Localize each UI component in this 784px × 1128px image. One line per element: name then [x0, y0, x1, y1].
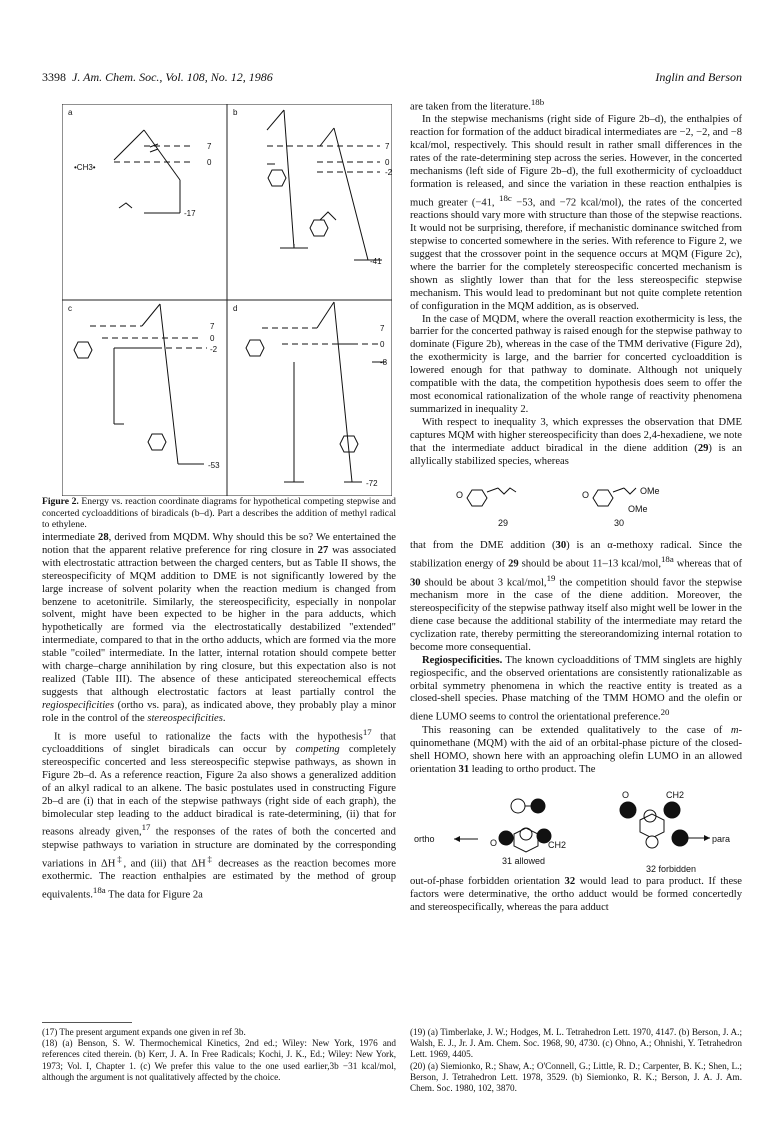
footnote-17: (17) The present argument expands one given in ref 3b.	[42, 1027, 246, 1037]
panel-d-diagram	[246, 302, 386, 482]
struct-30-ome-2: OMe	[628, 504, 648, 515]
running-authors: Inglin and Berson	[655, 70, 742, 84]
panel-d-label: d	[233, 304, 238, 313]
panel-b-level-m41: -41	[370, 257, 382, 266]
panel-b-label: b	[233, 108, 238, 117]
struct-29-ring	[467, 488, 516, 506]
orbital-31	[499, 799, 551, 852]
panel-a-level-7: 7	[207, 142, 212, 151]
orbital-32-ch2: CH2	[666, 790, 685, 801]
footnote-19: (19) (a) Timberlake, J. W.; Hodges, M. L. Tetrahedron Lett. 1970, 4147. (b) Berson, J. A.; Walsh, E. J., Jr. J. Am. Chem. Soc. 1968, 90, 4730. (c) Ohno, A.; Ohnishi, Y. Tetrahedron Lett. 1969, 4405.	[410, 1027, 742, 1060]
struct-30-ome-1: OMe	[640, 486, 660, 497]
footnote-18: (18) (a) Benson, S. W. Thermochemical Kinetics, 2nd ed.; Wiley: New York, 1976 and references cited therein. (b) Kerr, J. A. In Free Radicals; Kochi, J. K., Ed.; Wiley: New York, 1973; Vol. I, Chapter 1. (c) We prefer this value to the one used earlier,3b −31 kcal/mol, although the argument is not qualitatively affected by the choice.	[42, 1038, 396, 1082]
panel-a-label: a	[68, 108, 73, 117]
footnotes-right	[410, 1027, 742, 1094]
right-column-text: are taken from the literature.$^{18b}$ In the stepwise mechanisms (right side of Figure 2b–d), the enthalpies of reaction for formation of the adduct biradical intermediates are −2, −2, and −8 kcal/mol, respectively. This should result in rather small differences in the rates of the rate-determining step across the series. However, in the concerted mechanisms (left side of Figure 2b–d), the full exothermicity of cycloadduct formation is released, and since the variation in these reaction enthalpies is much greater (−41, $^{18c}$ −53, and −72 kcal/mol), the rates of the concerted reactions should vary more with structure than those of the stepwise reactions. It would not be surprising, therefore, if mechanistic dominance switched from stepwise to concerted somewhere in the series. With reference to Figure 2, we suggest that the crossover point in the sequence occurs at MQM (Figure 2c), where the barrier for the completely stereospecific concerted mechanism is shown as slightly lower than that for the less stereospecific stepwise mechanism. This would lead to predominant but not quite complete retention of configuration in the MQM addition, as is observed. In the case of MQDM, where the overall reaction exothermicity is less, the barrier for the concerted pathway is raised enough for the stepwise pathway to dominate (Figure 2b), whereas in the case of the TMM derivative (Figure 2d), the exothermicity is large, and the barrier for concerted cycloaddition is lowered enough for that pathway to dominate. Although not uniquely compatible with the data, the competition hypothesis does seem to offer the most economical rationalization of the whole range of reactivity phenomena summarized in inequality 2. With respect to inequality 3, which expresses the observation that DME captures MQM with higher stereospecificity than does 2,4-hexadiene, we note that the intermediate adduct biradical in the diene addition (29) is an allylically stabilized species, whereas O 29 O OMe OMe 30 that from the DME addition (30) is an α-methoxy radical. Since the stabilization energy of 29 should be about 11–13 kcal/mol,$^{18a}$ whereas that of 30 should be about 3 kcal/mol,$^{19}$ the competition should favor the stepwise mechanism more in the case of the diene addition. Moreover, the stereospecificity of the stepwise pathway itself also might well be lower in the diene case because the additional stability of the intermediate may retard the cyclization rate, thereby permitting the stereorandomizing internal rotation to become more consequential. Regiospecificities. The known cycloadditions of TMM singlets are highly regiospecific, and the observed orientations are consistently rationalizable as orbital symmetry phenomena in which the reactive entity is treated as a closed-shell species. Phase matching of the TMM HOMO and the olefin or diene LUMO seems to control the orientational preference.$^{20}$ This reasoning can be extended qualitatively to the case of m-quinomethane (MQM) with the aid of an orbital-phase picture of the closed-shell HOMO, shown here with an approaching olefin LUMO in an allowed orientation 31 leading to ortho product. The ortho O CH2 31 allowed O CH2 para 32 forbidden out-of-phase forbidden orientation 32 would lead to para product. If these factors were determinative, the ortho adduct would be formed concertedly and stereospecifically, whereas the para adduct	[410, 97, 743, 914]
struct-29-label: 29	[498, 518, 509, 529]
panel-d-level-0: 0	[380, 340, 385, 349]
panel-c-level-m2: -2	[210, 345, 218, 354]
panel-c-level-7: 7	[210, 322, 215, 331]
ortho-label: ortho	[414, 834, 435, 845]
panel-b-level-0: 0	[385, 158, 390, 167]
panel-a-diagram	[114, 130, 194, 213]
panel-a-level-m17: -17	[184, 209, 196, 218]
panel-c-label: c	[68, 304, 72, 313]
panel-b-level-7: 7	[385, 142, 390, 151]
panel-c-level-m53: -53	[208, 461, 220, 470]
panel-d-level-7: 7	[380, 324, 385, 333]
panel-d-level-m72: -72	[366, 479, 378, 488]
struct-29-oxygen: O	[456, 490, 464, 501]
page-journal-line	[42, 70, 273, 85]
panel-b-level-m2: -2	[385, 168, 392, 177]
structures-31-32-drawing	[410, 776, 742, 876]
orbital-31-oxygen: O	[490, 838, 498, 849]
structures-29-30	[410, 468, 742, 540]
figure-2	[62, 104, 392, 496]
footnote-rule-left	[42, 1022, 132, 1023]
orbital-32-oxygen: O	[622, 790, 630, 801]
panel-b-diagram	[267, 110, 382, 260]
panel-c-level-0: 0	[210, 334, 215, 343]
orbital-32	[620, 802, 688, 848]
figure-caption	[42, 496, 396, 531]
struct-32-label: 32 forbidden	[646, 864, 697, 875]
page-number: 3398	[42, 70, 66, 84]
para-label: para	[712, 834, 731, 845]
panel-d-level-m8: -8	[380, 358, 388, 367]
panel-a-level-0: 0	[207, 158, 212, 167]
energy-diagrams	[62, 104, 392, 496]
footnote-20: (20) (a) Siemionko, R.; Shaw, A.; O'Connell, G.; Little, R. D.; Carpenter, B. K.; Shen, L.; Berson, J. Tetrahedron Lett. 1978, 3529. (b) Siemionko, R. K.; Berson, J. A. J. Am. Chem. Soc. 1980, 102, 3870.	[410, 1060, 742, 1094]
struct-30-label: 30	[614, 518, 625, 529]
structures-29-30-drawing	[410, 468, 742, 540]
panel-a-methyl: •CH3•	[74, 163, 96, 172]
struct-30-oxygen: O	[582, 490, 590, 501]
panel-c-diagram	[74, 304, 207, 464]
page-header	[42, 70, 742, 90]
structures-31-32	[410, 776, 742, 876]
journal-citation: J. Am. Chem. Soc., Vol. 108, No. 12, 1986	[72, 70, 273, 84]
footnotes-left	[42, 1027, 396, 1083]
caption-label: Figure 2.	[42, 496, 79, 507]
left-column-text: intermediate 28, derived from MQDM. Why should this be so? We entertained the notion that the apparent relative preference for ring closure in 27 was associated with electrostatic attraction between the charged centers, but as Table II shows, the stereospecificity of MQM addition to DME is not significantly lowered by the large increase of solvent polarity when the reaction medium is changed from benzene to acetonitrile. Similarly, the stereospecificity, especially in nonpolar solvent, might have been expected to be higher in the para adducts, which hypothetically are formed via the electrostatically destabilized "extended" intermediate, compared to that in the ortho adducts, which are formed via the more stable "coiled" intermediate. In the latter, internal rotation should compete better with charge–charge annihilation by ring closure, but this expectation also is not realized (Table III). The absence of these anticipated stereochemical effects suggests that although electrostatic factors at least partially control the regiospecificities (ortho vs. para), as indicated above, they probably play a minor role in the control of the stereospecificities. It is more useful to rationalize the facts with the hypothesis$^{17}$ that cycloadditions of singlet biradicals can occur by competing completely stereospecific concerted and less stereospecific stepwise pathways, as shown in Figure 2b–d. As a reference reaction, Figure 2a also shows a generalized addition of an alkyl radical to an alkene. The basic postulates used in constructing Figure 2b–d are (i) that in each of the stepwise pathways (right side of each graph), the bimolecular step leading to the adduct biradical is rate-determining, (ii) that for reasons already given,$^{17}$ the responses of the rates of both the concerted and stepwise pathways to variation in structure are dominated by the corresponding variations in ΔH‡, and (iii) that ΔH‡ decreases as the reaction becomes more exothermic. The reaction enthalpies are estimated by the method of group equivalents.$^{18a}$ The data for Figure 2a	[42, 532, 397, 901]
caption-text: Energy vs. reaction coordinate diagrams for hypothetical competing stepwise and concerted cycloadditions of biradicals (b–d). Part a describes the addition of methyl radical to ethylene.	[42, 496, 396, 531]
struct-31-label: 31 allowed	[502, 856, 546, 867]
orbital-31-ch2: CH2	[548, 840, 567, 851]
